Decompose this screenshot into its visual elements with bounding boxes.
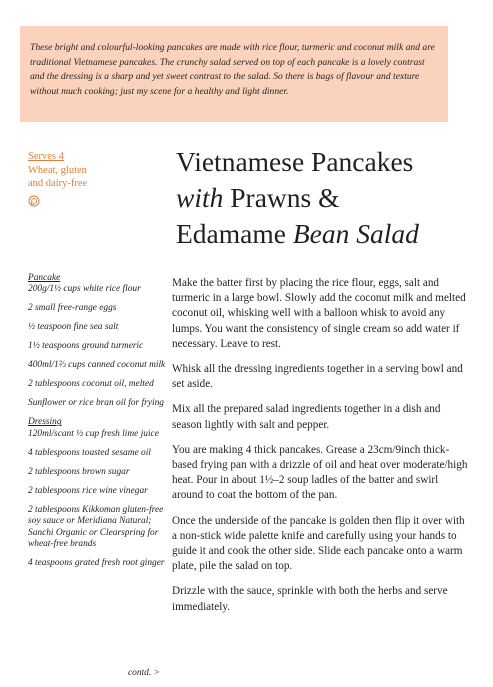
ingredient-item: ½ teaspoon fine sea salt	[28, 322, 119, 333]
ingredient-item: 4 teaspoons grated fresh root ginger	[28, 558, 165, 569]
continued-link[interactable]: contd. >	[128, 668, 160, 678]
title-line-3a: Edamame	[176, 218, 293, 249]
title-line-3b: Bean Salad	[292, 218, 419, 249]
title-line-1: Vietnamese Pancakes	[176, 146, 414, 177]
intro-text: These bright and colourful-looking pancakes are made with rice flour, turmeric and coconut milk and are traditional Vietnamese pancakes. The crunchy salad served on top of each pancake is a lovely contrast and the dressing is a sharp and yet sweet contrast to the salad. So there is bags of flavour and texture without much cooking; just my scene for a healthy and light dinner.	[30, 42, 435, 97]
dressing-heading: Dressing	[28, 417, 62, 428]
method-paragraph: Make the batter first by placing the rice flour, eggs, salt and turmeric in a large bowl. Slowly add the coconut milk and melted coconut oil, whisking well with a balloon whisk to avoid any lumps. You want the consistency of single cream so add water if necessary. Leave to rest.	[172, 277, 466, 350]
title-line-2: Prawns &	[223, 182, 340, 213]
ingredient-item: 2 tablespoons coconut oil, melted	[28, 379, 154, 390]
title-with: with	[176, 182, 224, 213]
diet-line-1: Wheat, gluten	[28, 164, 87, 176]
ingredients-list	[28, 273, 166, 577]
ingredient-item: 400ml/1⅔ cups canned coconut milk	[28, 360, 166, 371]
method-paragraph: You are making 4 thick pancakes. Grease a 23cm/9inch thick-based frying pan with a drizzle of oil and heat over moderate/high heat. Pour in about 1½–2 soup ladles of the batter and swirl around to coat the bottom of the pan.	[172, 443, 468, 502]
ingredient-item: 2 tablespoons brown sugar	[28, 466, 130, 477]
serves-count: Serves 4	[28, 151, 64, 162]
ingredient-item: 200g/1½ cups white rice flour	[28, 284, 141, 295]
method-paragraph: Mix all the prepared salad ingredients together in a dish and season lightly with salt and pepper.	[172, 403, 441, 431]
ingredient-item: 120ml/scant ½ cup fresh lime juice	[28, 428, 159, 439]
serves-info	[28, 150, 87, 191]
recipe-title	[176, 144, 476, 252]
diet-line-2: and dairy-free	[28, 178, 88, 189]
ingredient-item: 1½ teaspoons ground turmeric	[28, 341, 144, 352]
intro-box	[20, 26, 448, 122]
ingredient-item: 2 small free-range eggs	[28, 303, 117, 314]
swirl-icon	[28, 194, 40, 206]
method-paragraph: Drizzle with the sauce, sprinkle with both the herbs and serve immediately.	[172, 585, 448, 613]
ingredient-item: 2 tablespoons rice wine vinegar	[28, 485, 148, 496]
method-paragraph: Whisk all the dressing ingredients together in a serving bowl and set aside.	[172, 363, 463, 391]
method-paragraph: Once the underside of the pancake is golden then flip it over with a non-stick wide palette knife and carefully using your hands to guide it and cook the other side. Slide each pancake onto a warm plate, pile the salad on top.	[172, 514, 465, 573]
method-text	[172, 276, 468, 625]
ingredient-item: 4 tablespoons toasted sesame oil	[28, 447, 151, 458]
ingredient-item: Sunflower or rice bran oil for frying	[28, 398, 164, 409]
pancake-heading: Pancake	[28, 273, 61, 283]
ingredient-item: 2 tablespoons Kikkoman gluten-free soy sauce or Meridiana Natural; Sanchi Organic or Clearspring for wheat-free brands	[28, 504, 164, 550]
